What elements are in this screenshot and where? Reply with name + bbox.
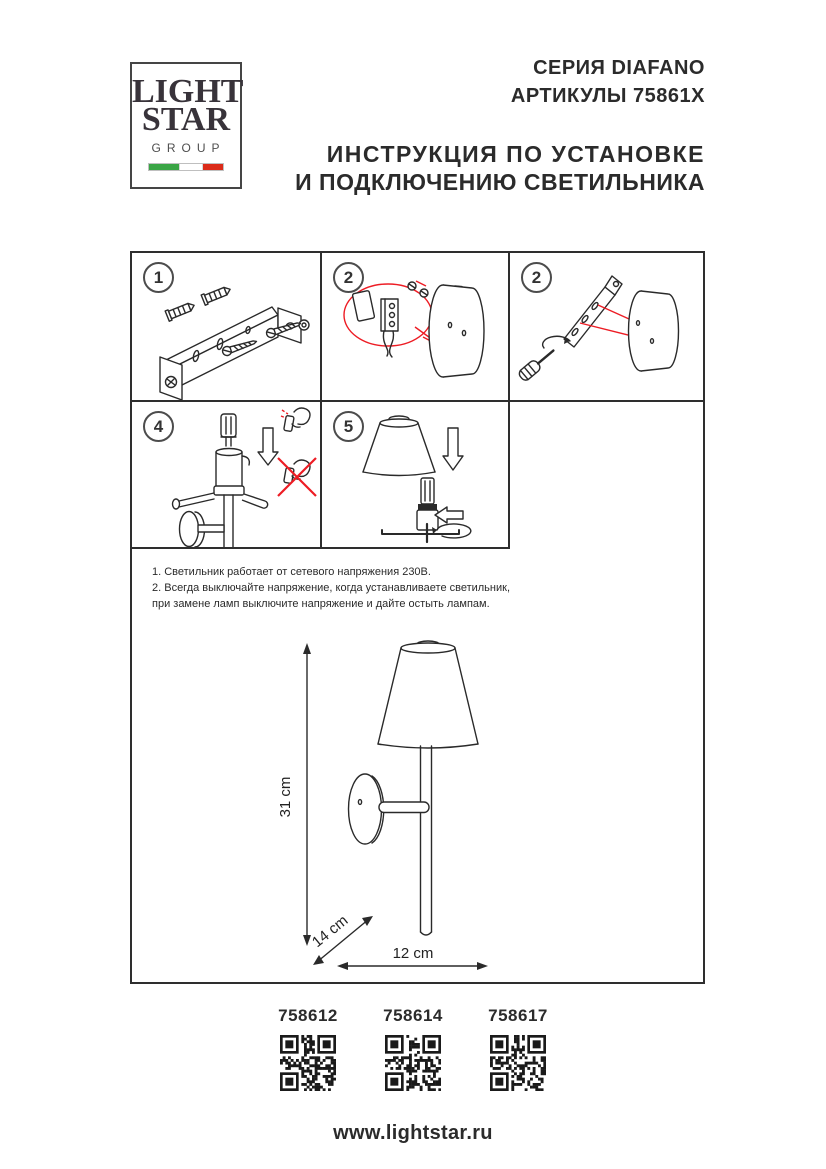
qr-code-icon — [490, 1035, 546, 1091]
step-4-number: 4 — [143, 411, 174, 442]
warning-line-1: 1. Светильник работает от сетевого напряжения 230В. — [152, 566, 431, 578]
website-url: www.lightstar.ru — [333, 1122, 493, 1144]
series-title: СЕРИЯ DIAFANO — [533, 57, 705, 79]
lightstar-logo — [130, 62, 242, 189]
step-4-cell — [132, 402, 322, 549]
safety-warnings — [152, 564, 582, 612]
article-number: 758612 — [278, 1006, 338, 1025]
logo-star: STAR — [141, 101, 231, 138]
step-5-cell — [322, 402, 510, 549]
step-5-number: 5 — [333, 411, 364, 442]
dimension-drawing-wall-lamp — [277, 637, 577, 977]
instruction-title-line1: ИНСТРУКЦИЯ ПО УСТАНОВКЕ — [326, 141, 705, 167]
warning-line-3: при замене ламп выключите напряжение и дайте остыть лампам. — [152, 598, 490, 610]
product-758612 — [273, 1006, 343, 1091]
warning-line-2: 2. Всегда выключайте напряжение, когда устанавливаете светильник, — [152, 582, 511, 594]
qr-code-icon — [280, 1035, 336, 1091]
article-number: 758614 — [383, 1006, 443, 1025]
articles-title: АРТИКУЛЫ 75861X — [510, 85, 705, 107]
logo-light: LIGHT — [132, 73, 244, 110]
figure-box — [130, 251, 705, 984]
height-dimension-label: 31 cm — [277, 776, 294, 818]
qr-code-icon — [385, 1035, 441, 1091]
step-3-cell — [510, 253, 703, 402]
step-1-cell — [132, 253, 322, 402]
article-number: 758617 — [488, 1006, 548, 1025]
italian-flag-icon — [148, 163, 224, 171]
depth-dimension-label: 14 cm — [308, 912, 352, 951]
step-3-number: 2 — [521, 262, 552, 293]
step-2-cell — [322, 253, 510, 402]
logo-group: GROUP — [151, 141, 226, 155]
product-758617 — [483, 1006, 553, 1091]
width-dimension-label: 12 cm — [392, 945, 434, 962]
product-758614 — [378, 1006, 448, 1091]
step-2-number: 2 — [333, 262, 364, 293]
hand-with-bulb-allowed-icon — [281, 408, 310, 432]
qr-code-row — [0, 1006, 826, 1091]
instruction-title-line2: И ПОДКЛЮЧЕНИЮ СВЕТИЛЬНИКА — [295, 169, 705, 195]
step-1-number: 1 — [143, 262, 174, 293]
hand-with-bulb-forbidden-icon — [278, 458, 316, 496]
